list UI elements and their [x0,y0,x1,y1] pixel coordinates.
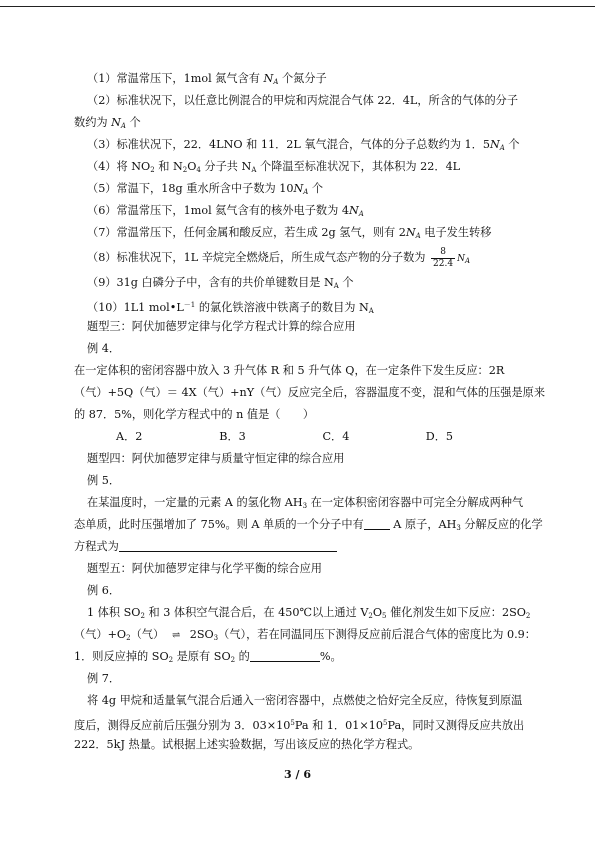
example-4-line-3: 的 87．5%，则化学方程式中的 n 值是（ ） [74,408,315,421]
document-page [74,68,546,756]
example-6-line-1: 1 体积 $SO_2$ 和 3 体积空气混合后，在 450℃以上通过 $V_2O_5$ 催化剂发生如下反应：$2SO_2$ [87,606,531,620]
option-b: B．3 [219,430,246,443]
example-4-line-2: （气）+5Q（气）＝ 4X（气）+nY（气）反应完全后，容器温度不变，混和气体的压强是原来 [74,386,546,399]
item-2: （2）标准状况下，以任意比例混合的甲烷和丙烷混合气体 22．4L，所含的气体的分子 [87,94,519,107]
option-c: C．4 [322,430,350,443]
example-4-options [74,426,529,448]
example-5-label: 例 5． [87,474,121,487]
item-1: （1）常温常压下，1mol 氮气含有 $N_A$ 个氮分子 [87,72,327,86]
answer-blank[interactable] [250,649,320,662]
equilibrium-arrow-icon: ⇌ [171,630,179,641]
example-4-line-1: 在一定体积的密闭容器中放入 3 升气体 R 和 5 升气体 Q，在一定条件下发生反应：2R [74,364,505,377]
item-10: （10）1L1 $mol•L^{-1}$ 的氯化铁溶液中铁离子的数目为 $N_A$ [87,301,374,315]
item-2-cont: 数约为 $N_A$ 个 [74,116,141,130]
page-number: 3 / 6 [284,768,311,781]
example-7-line-2: 度后，测得反应前后压强分别为 3．$03\times 10^5Pa$ 和 1．$01\times 10^5Pa$，同时又测得反应共放出 [74,719,525,732]
example-7-line-1: 将 4g 甲烷和适量氧气混合后通入一密闭容器中，点燃使之恰好完全反应，待恢复到原温 [87,694,523,707]
answer-blank[interactable] [364,517,390,530]
example-7-line-3: 222．5kJ 热量。试根据上述实验数据，写出该反应的热化学方程式。 [74,738,420,751]
item-5: （5）常温下，18g 重水所含中子数为 $10N_A$ 个 [87,182,324,196]
example-6-label: 例 6． [87,584,121,597]
topic-4-heading: 题型四：阿伏加德罗定律与质量守恒定律的综合应用 [87,452,345,465]
example-5-line-2: 态单质，此时压强增加了 75%。则 A 单质的一个分子中有 A 原子，$AH_3$ 分解反应的化学 [74,518,543,532]
item-6: （6）常温常压下，1mol 氦气含有的核外电子数为 $4N_A$ [87,204,364,218]
example-4-label: 例 4． [87,342,121,355]
example-7-label: 例 7． [87,672,121,685]
example-5-line-1: 在某温度时，一定量的元素 A 的氢化物 $AH_3$ 在一定体积密闭容器中可完全分解成两种气 [87,496,524,510]
item-8: （8）标准状况下，1L 辛烷完全燃烧后，所生成气态产物的分子数为 $\frac{8}{22.4}$ $N_A$ [87,246,471,269]
topic-5-heading: 题型五：阿伏加德罗定律与化学平衡的综合应用 [87,562,322,575]
option-d: D．5 [425,430,454,443]
topic-3-heading: 题型三：阿伏加德罗定律与化学方程式计算的综合应用 [87,320,356,333]
example-6-line-2: （气）$+O_2$（气） ⇌ $2SO_3$（气），若在同温同压下测得反应前后混合气体的密度比为 0.9： [74,624,529,646]
fraction: $\frac{8}{22.4}$ [433,246,454,269]
option-a: A．2 [116,430,143,443]
top-rule [0,6,595,7]
answer-blank[interactable] [119,539,337,552]
item-9: （9）31g 白磷分子中，含有的共价单键数目是 $N_A$ 个 [87,276,354,290]
item-7: （7）常温常压下，任何金属和酸反应，若生成 2g 氢气，则有 $2N_A$ 电子发生转移 [87,226,492,240]
item-3: （3）标准状况下，22．4LNO 和 11．2L 氧气混合，气体的分子总数约为 1．$5N_A$ 个 [87,138,520,152]
example-5-line-3: 方程式为 [74,536,529,558]
example-6-line-3: 1．则反应掉的 $SO_2$ 是原有 $SO_2$ 的 %。 [74,650,342,664]
item-4: （4）将 $NO_2$ 和 $N_2O_4$ 分子共 $N_A$ 个降温至标准状况下，其体积为 22．4L [87,160,461,174]
